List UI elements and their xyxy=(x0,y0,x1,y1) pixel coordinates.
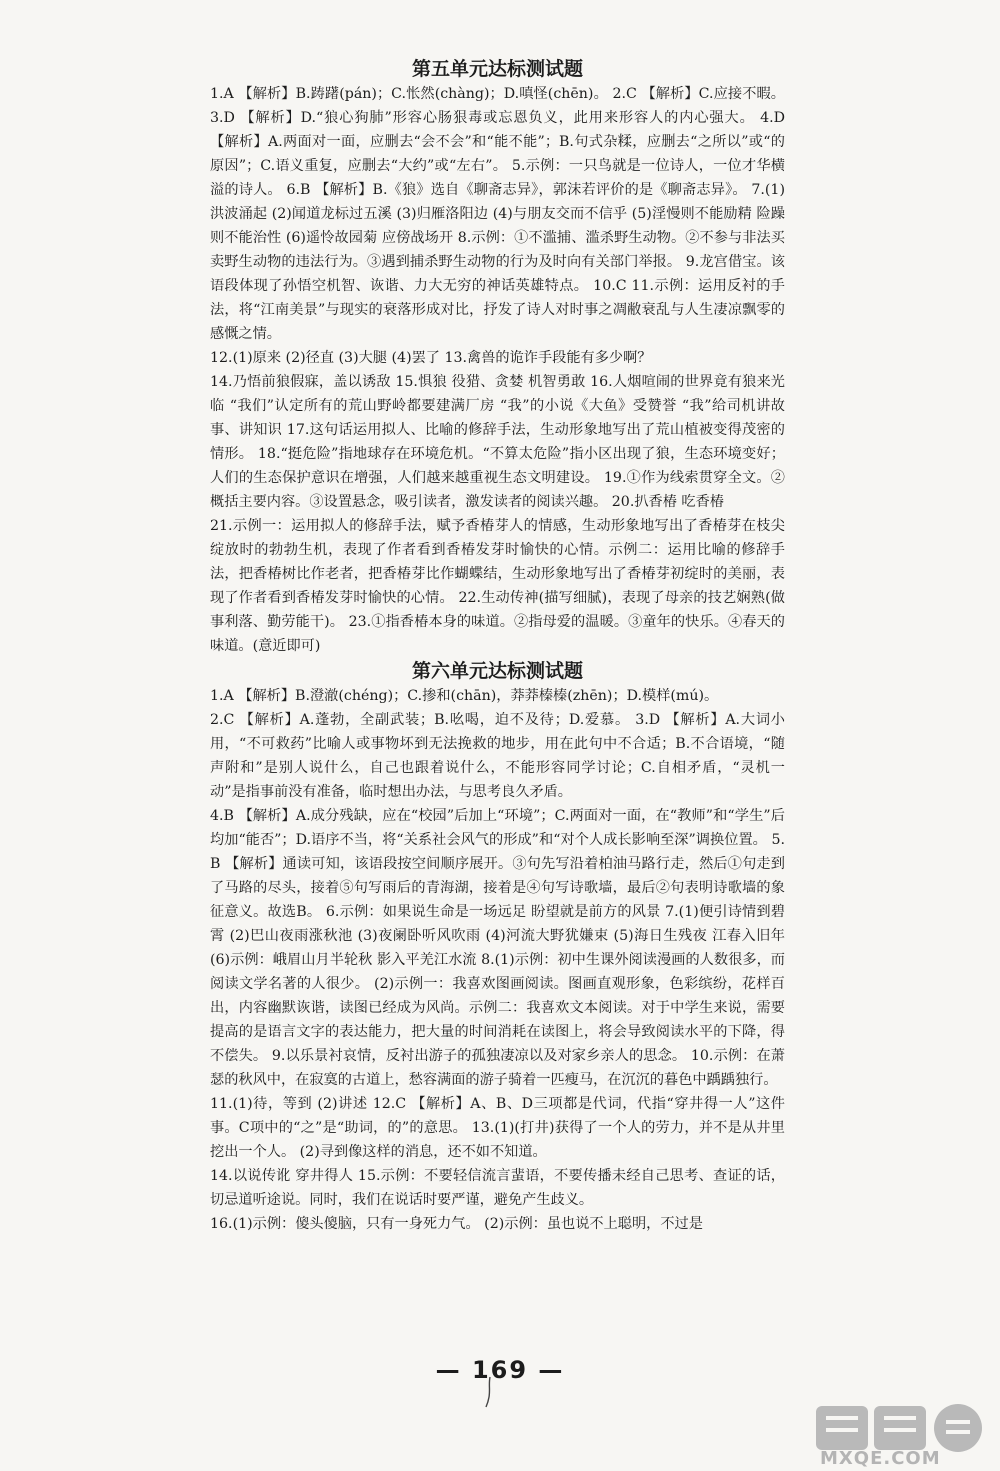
answer-paragraph: 11.(1)待，等到 (2)讲述 12.C 【解析】A、B、D三项都是代词，代指“穿井得一人”这件事。C项中的“之”是“助词，的”的意思。 13.(1)(打井)获得了一个人的劳力，并不是从井里挖出一个人。 (2)寻到像这样的消息，还不如不知道。 xyxy=(210,1096,785,1160)
answer-paragraph: 16.(1)示例：傻头傻脑，只有一身死力气。 (2)示例：虽也说不上聪明，不过是 xyxy=(210,1216,703,1232)
answer-paragraph: 2.C 【解析】A.蓬勃，全副武装；B.吆喝，迫不及待；D.爱慕。 3.D 【解析】A.大词小用，“不可救药”比喻人或事物坏到无法挽救的地步，用在此句中不合适；B.不合语境，“随声附和”是别人说什么，自己也跟着说什么，不能形容同学讨论；C.自相矛盾，“灵机一动”是指事前没有准备，临时想出办法，与思考良久矛盾。 xyxy=(210,712,785,800)
answer-paragraph: 12.(1)原来 (2)径直 (3)大腿 (4)罢了 13.禽兽的诡诈手段能有多少啊？ xyxy=(210,350,652,366)
section-title-unit5: 第五单元达标测试题 xyxy=(411,58,583,80)
answer-paragraph: 21.示例一：运用拟人的修辞手法，赋予香椿芽人的情感，生动形象地写出了香椿芽在枝尖绽放时的勃勃生机，表现了作者看到香椿发芽时愉快的心情。示例二：运用比喻的修辞手法，把香椿树比作老者，把香椿芽比作蝴蝶结，生动形象地写出了香椿芽初绽时的美丽，表现了作者看到香椿发芽时愉快的心情。 22.生动传神(描写细腻)，表现了母亲的技艺娴熟(做事利落、勤劳能干)。 23.①指香椿本身的味道。②指母爱的温暖。③童年的快乐。④春天的味道。(意近即可) xyxy=(210,518,785,654)
answer-paragraph: 14.以说传讹 穿井得人 15.示例：不要轻信流言蜚语，不要传播未经自己思考、查证的话，切忌道听途说。同时，我们在说话时要严谨，避免产生歧义。 xyxy=(210,1168,785,1208)
answer-paragraph: 4.B 【解析】A.成分残缺，应在“校园”后加上“环境”；C.两面对一面，在“教师”和“学生”后均加“能否”；D.语序不当，将“关系社会风气的形成”和“对个人成长影响至深”调换位置。 5.B 【解析】通读可知，该语段按空间顺序展开。③句先写沿着柏油马路行走，然后①句走到了马路的尽头，接着⑤句写雨后的青海湖，接着是④句写诗歌墙，最后②句表明诗歌墙的象征意义。故选B。 6.示例：如果说生命是一场远足 盼望就是前方的风景 7.(1)便引诗情到碧霄 (2)巴山夜雨涨秋池 (3)夜阑卧听风吹雨 (4)河流大野犹嫌束 (5)海日生残夜 江春入旧年 (6)示例：峨眉山月半轮秋 影入平羌江水流 8.(1)示例：初中生课外阅读漫画的人数很多，而阅读文学名著的人很少。 (2)示例一：我喜欢图画阅读。图画直观形象，色彩缤纷，花样百出，内容幽默诙谐，读图已经成为风尚。示例二：我喜欢文本阅读。对于中学生来说，需要提高的是语言文字的表达能力，把大量的时间消耗在读图上，将会导致阅读水平的下降，得不偿失。 9.以乐景衬哀情，反衬出游子的孤独凄凉以及对家乡亲人的思念。 10.示例：在萧瑟的秋风中，在寂寞的古道上，愁容满面的游子骑着一匹瘦马，在沉沉的暮色中踽踽独行。 xyxy=(210,808,785,1088)
pen-mark xyxy=(482,1375,496,1409)
page-number: — 169 — xyxy=(435,1356,565,1384)
section-title-unit6: 第六单元达标测试题 xyxy=(411,660,583,682)
answer-paragraph: 1.A 【解析】B.澄澈(chéng)；C.掺和(chān)，莽莽榛榛(zhēn)；D.模样(mú)。 xyxy=(210,688,719,704)
answer-paragraph: 14.乃悟前狼假寐，盖以诱敌 15.惧狼 役猎、贪婪 机智勇敢 16.人烟喧闹的世界竟有狼来光临 “我们”认定所有的荒山野岭都要建满厂房 “我”的小说《大鱼》受赞誉 “我”给司机讲故事、讲知识 17.这句话运用拟人、比喻的修辞手法，生动形象地写出了荒山植被变得茂密的情形。 18.“挺危险”指地球存在环境危机。“不算太危险”指小区出现了狼，生态环境变好；人们的生态保护意识在增强，人们越来越重视生态文明建设。 19.①作为线索贯穿全文。②概括主要内容。③设置悬念，吸引读者，激发读者的阅读兴趣。 20.扒香椿 吃香椿 xyxy=(210,374,785,510)
answer-paragraph: 1.A 【解析】B.踌躇(pán)；C.怅然(chàng)；D.嗔怪(chēn)。 2.C 【解析】C.应接不暇。 3.D 【解析】D.“狼心狗肺”形容心肠狠毒或忘恩负义，此用来形容人的内心强大。 4.D 【解析】A.两面对一面，应删去“会不会”和“能不能”；B.句式杂糅，应删去“之所以”或“的原因”；C.语义重复，应删去“大约”或“左右”。 5.示例：一只鸟就是一位诗人，一位才华横溢的诗人。 6.B 【解析】B.《狼》选自《聊斋志异》，郭沫若评价的是《聊斋志异》。 7.(1)洪波涌起 (2)闻道龙标过五溪 (3)归雁洛阳边 (4)与朋友交而不信乎 (5)淫慢则不能励精 险躁则不能治性 (6)遥怜故园菊 应傍战场开 8.示例：①不滥捕、滥杀野生动物。②不参与非法买卖野生动物的违法行为。③遇到捕杀野生动物的行为及时向有关部门举报。 9.龙宫借宝。该语段体现了孙悟空机智、诙谐、力大无穷的神话英雄特点。 10.C 11.示例：运用反衬的手法，将“江南美景”与现实的衰落形成对比，抒发了诗人对时事之凋敝衰乱与人生凄凉飘零的感慨之情。 xyxy=(210,86,785,342)
answer-page xyxy=(210,56,785,1236)
watermark-site: MXQE.COM xyxy=(820,1448,941,1469)
